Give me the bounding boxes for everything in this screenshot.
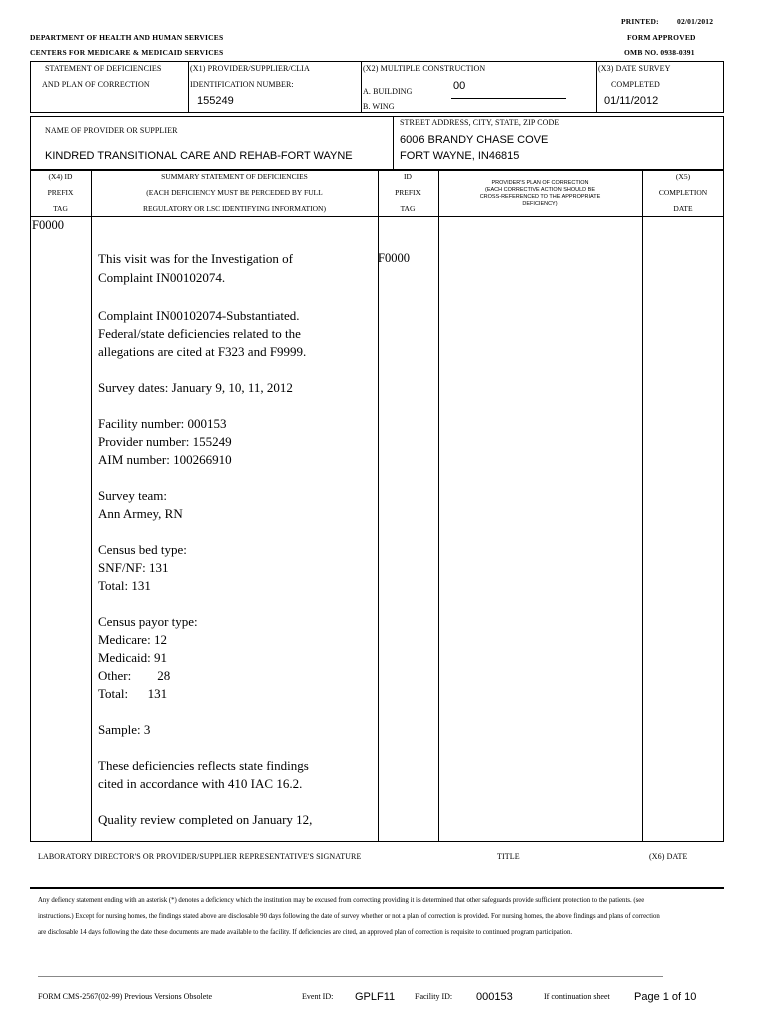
summary-line: Survey team: <box>98 488 167 503</box>
x3-label-1: (X3) DATE SURVEY <box>598 64 671 73</box>
summary-line: Medicaid: 91 <box>98 650 167 665</box>
wing-label: B. WING <box>363 102 395 111</box>
summary-line: Complaint IN00102074-Substantiated. <box>98 308 300 323</box>
summary-header-3: REGULATORY OR LSC IDENTIFYING INFORMATION) <box>143 204 326 213</box>
summary-line: Facility number: 000153 <box>98 416 227 431</box>
plan-header-2: (EACH CORRECTIVE ACTION SHOULD BE <box>484 187 596 193</box>
x3-label-2: COMPLETED <box>611 80 660 89</box>
summary-line: Quality review completed on January 12, <box>98 812 313 827</box>
x4-header-3: TAG <box>53 204 68 213</box>
title-label: TITLE <box>497 852 520 861</box>
summary-line: This visit was for the Investigation of <box>98 251 293 266</box>
department-title: DEPARTMENT OF HEALTH AND HUMAN SERVICES <box>30 33 224 42</box>
plan-header-4: DEFICIENCY) <box>522 201 558 207</box>
omb-number: OMB NO. 0938-0391 <box>624 48 695 57</box>
summary-line: SNF/NF: 131 <box>98 560 169 575</box>
summary-line <box>98 396 312 414</box>
event-id-label: Event ID: <box>302 992 334 1001</box>
summary-line: Complaint IN00102074. <box>98 270 226 285</box>
x4-header-2: PREFIX <box>47 188 74 197</box>
page-number: Page 1 of 10 <box>634 991 697 1003</box>
address-line-1: 6006 BRANDY CHASE COVE <box>400 134 549 146</box>
summary-line: Total: 131 <box>98 578 151 593</box>
summary-line <box>98 738 312 756</box>
plan-header-3: CROSS-REFERENCED TO THE APPROPRIATE <box>479 194 601 200</box>
building-label: A. BUILDING <box>363 87 413 96</box>
signature-divider <box>30 887 724 889</box>
summary-line: Medicare: 12 <box>98 632 167 647</box>
provider-name-label: NAME OF PROVIDER OR SUPPLIER <box>45 126 178 135</box>
summary-header-1: SUMMARY STATEMENT OF DEFICIENCIES <box>161 172 308 181</box>
statement-label-2: AND PLAN OF CORRECTION <box>42 80 150 89</box>
summary-line: Other: 28 <box>98 668 171 683</box>
summary-line: Total: 131 <box>98 686 168 701</box>
event-id-value: GPLF11 <box>355 991 396 1003</box>
x6-date-label: (X6) DATE <box>649 852 688 861</box>
address-label: STREET ADDRESS, CITY, STATE, ZIP CODE <box>400 118 560 127</box>
x2-label: (X2) MULTIPLE CONSTRUCTION <box>363 64 486 73</box>
provider-name-value: KINDRED TRANSITIONAL CARE AND REHAB-FORT WAYNE <box>45 150 353 162</box>
summary-line: Census payor type: <box>98 614 198 629</box>
prefix-tag-right: F0000 <box>378 251 410 265</box>
disclaimer-footnote: Any defiency statement ending with an asterisk (*) denotes a deficiency which the institution may be excused from correcting providing it is determined that other safeguards provide sufficient protection to the patients. (see instructions.) Except for nursing homes, the findings stated above are disclosable 90 days following the date of survey whether or not a plan of correction is provided. For nursing homes, the above findings and plans of correction are disclosable 14 days following the date these documents are made available to the facility. If deficiencies are cited, an approved plan of correction is requisite to continued program participation. <box>38 897 660 936</box>
x5-header-2: COMPLETION <box>658 188 708 197</box>
summary-line: AIM number: 100266910 <box>98 452 232 467</box>
summary-statement-text <box>98 249 312 828</box>
x5-header-1: (X5) <box>675 172 691 181</box>
id-header-2: PREFIX <box>395 188 421 197</box>
statement-label-1: STATEMENT OF DEFICIENCIES <box>45 64 162 73</box>
summary-line <box>98 468 312 486</box>
summary-line <box>98 702 312 720</box>
summary-line: cited in accordance with 410 IAC 16.2. <box>98 776 303 791</box>
x5-header-3: DATE <box>673 204 693 213</box>
summary-line: Census bed type: <box>98 542 187 557</box>
summary-line: Survey dates: January 9, 10, 11, 2012 <box>98 380 293 395</box>
prefix-tag-left: F0000 <box>32 218 64 232</box>
summary-line: allegations are cited at F323 and F9999. <box>98 344 307 359</box>
centers-title: CENTERS FOR MEDICARE & MEDICAID SERVICES <box>30 48 224 57</box>
printed-date: 02/01/2012 <box>677 17 714 26</box>
summary-line: These deficiencies reflects state findings <box>98 758 309 773</box>
summary-line <box>98 360 312 378</box>
address-line-2: FORT WAYNE, IN46815 <box>400 150 520 162</box>
summary-header-2: (EACH DEFICIENCY MUST BE PERCEDED BY FULL <box>146 188 323 197</box>
summary-line <box>98 594 312 612</box>
plan-header-1: PROVIDER'S PLAN OF CORRECTION <box>491 180 589 186</box>
summary-line <box>98 792 312 810</box>
summary-line: Ann Armey, RN <box>98 506 183 521</box>
x1-label-1: (X1) PROVIDER/SUPPLIER/CLIA <box>190 64 310 73</box>
form-approved: FORM APPROVED <box>627 33 696 42</box>
summary-line: Provider number: 155249 <box>98 434 232 449</box>
summary-line <box>98 287 312 306</box>
summary-line: Sample: 3 <box>98 722 151 737</box>
summary-line <box>98 522 312 540</box>
building-value: 00 <box>453 80 466 92</box>
provider-id-value: 155249 <box>197 95 234 107</box>
continuation-label: If continuation sheet <box>544 992 610 1001</box>
printed-label: PRINTED: <box>621 17 659 26</box>
survey-date-value: 01/11/2012 <box>604 95 659 107</box>
signature-label: LABORATORY DIRECTOR'S OR PROVIDER/SUPPLIER REPRESENTATIVE'S SIGNATURE <box>38 852 362 861</box>
id-header-3: TAG <box>400 204 416 213</box>
x1-label-2: IDENTIFICATION NUMBER: <box>190 80 294 89</box>
form-number: FORM CMS-2567(02-99) Previous Versions Obsolete <box>38 992 213 1001</box>
facility-id-label: Facility ID: <box>415 992 453 1001</box>
facility-id-value: 000153 <box>476 991 513 1003</box>
x4-header-1: (X4) ID <box>48 172 73 181</box>
id-header-1: ID <box>404 172 412 181</box>
summary-line: Federal/state deficiencies related to the <box>98 326 301 341</box>
